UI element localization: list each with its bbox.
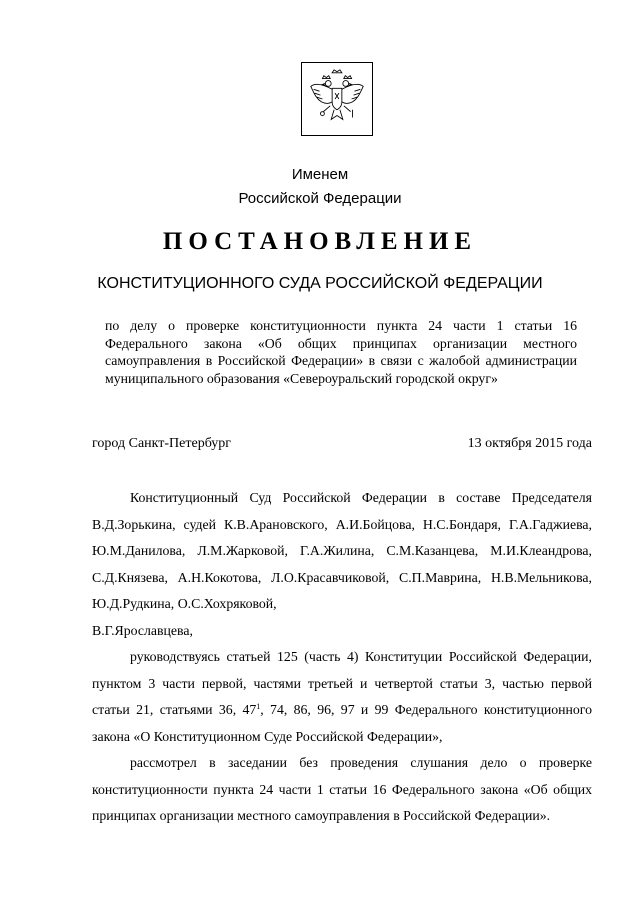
case-subject: по делу о проверке конституционности пункта 24 части 1 статьи 16 Федерального закона «Об общих принципах организации местного самоуправления в Российской Федерации» в связи с жалобой администрации муниципального образования «Североуральский городской округ» <box>105 318 577 386</box>
place-and-date <box>92 436 592 452</box>
court-name: КОНСТИТУЦИОННОГО СУДА РОССИЙСКОЙ ФЕДЕРАЦИИ <box>97 275 543 292</box>
date: 13 октября 2015 года <box>467 436 592 451</box>
coat-of-arms-emblem <box>301 62 373 136</box>
place: город Санкт-Петербург <box>92 436 232 451</box>
decision-body <box>92 485 592 830</box>
composition-paragraph: Конституционный Суд Российской Федерации в составе Председателя В.Д.Зорькина, судей К.В.Арановского, А.И.Бойцова, Н.С.Бондаря, Г.А.Гаджиева, Ю.М.Данилова, Л.М.Жарковой, Г.А.Жилина, С.М.Казанцева, М.И.Клеандрова, С.Д.Князева, А.Н.Кокотова, Л.О.Красавчиковой, С.П.Маврина, Н.В.Мельникова, Ю.Д.Рудкина, О.С.Хохряковой, <box>92 490 592 611</box>
article-superscript: 1 <box>256 702 261 711</box>
document-title: ПОСТАНОВЛЕНИЕ <box>162 228 478 255</box>
in-name-line-1: Именем <box>291 166 349 183</box>
composition-last-line: В.Г.Ярославцева, <box>92 622 193 638</box>
considered-paragraph: рассмотрел в заседании без проведения слушания дело о проверке конституционности пункта 24 части 1 статьи 16 Федерального закона «Об общих принципах организации местного самоуправления в Российской Федерации». <box>92 755 592 823</box>
in-name-line-2: Российской Федерации <box>238 190 402 207</box>
legal-basis-paragraph <box>92 644 592 750</box>
legal-basis-text-2: , 74, 86, 96, 97 и 99 Федерального конституционного закона «О Конституционном Суде Российской Федерации», <box>92 702 593 744</box>
double-headed-eagle-icon <box>302 63 372 135</box>
legal-basis-text-1: руководствуясь статьей 125 (часть 4) Конституции Российской Федерации, пунктом 3 части первой, частями третьей и четвертой статьи 3, частью первой статьи 21, статьями 36, 47 <box>92 649 592 717</box>
